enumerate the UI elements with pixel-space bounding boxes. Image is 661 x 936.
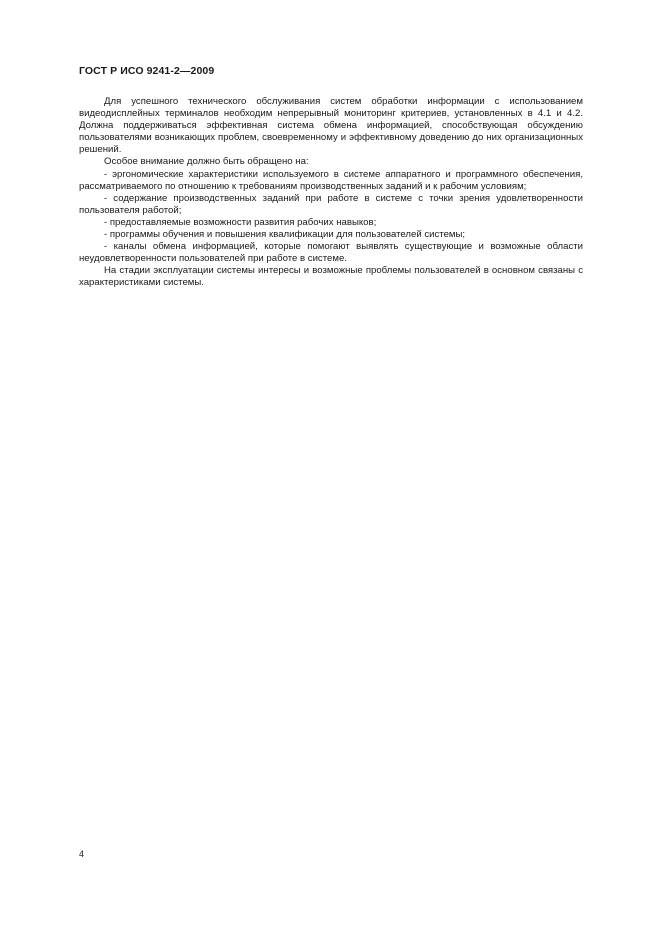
document-body — [79, 96, 583, 290]
paragraph-attention-intro: Особое внимание должно быть обращено на: — [104, 156, 309, 168]
standard-header: ГОСТ Р ИСО 9241-2—2009 — [79, 65, 215, 77]
page-number: 4 — [79, 849, 85, 859]
paragraph-operation-stage: На стадии эксплуатации системы интересы и возможные проблемы пользователей в основном связаны с характеристиками системы. — [79, 265, 583, 289]
list-item-ergonomics: - эргономические характеристики используемого в системе аппаратного и программного обеспечения, рассматриваемого по отношению к требованиям производственных заданий и к рабочим условиям; — [79, 168, 583, 192]
list-item-skill-development: - предоставляемые возможности развития рабочих навыков; — [104, 216, 377, 228]
list-item-communication-channels: - каналы обмена информацией, которые помогают выявлять существующие и возможные области неудовлетворенности пользователей при работе в системе. — [79, 241, 583, 265]
list-item-training-programs: - программы обучения и повышения квалификации для пользователей системы; — [104, 229, 466, 241]
paragraph-maintenance-monitoring: Для успешного технического обслуживания систем обработки информации с использованием видеодисплейных терминалов необходим непрерывный мониторинг критериев, установленных в 4.1 и 4.2. Должна поддерживаться эффективная система обмена информацией, способствующая обсуждению пользователями возникающих проблем, своевременному и эффективному доведению до них организационных решений. — [79, 96, 583, 156]
list-item-task-content: - содержание производственных заданий при работе в системе с точки зрения удовлетворенности пользователя работой; — [79, 192, 583, 216]
